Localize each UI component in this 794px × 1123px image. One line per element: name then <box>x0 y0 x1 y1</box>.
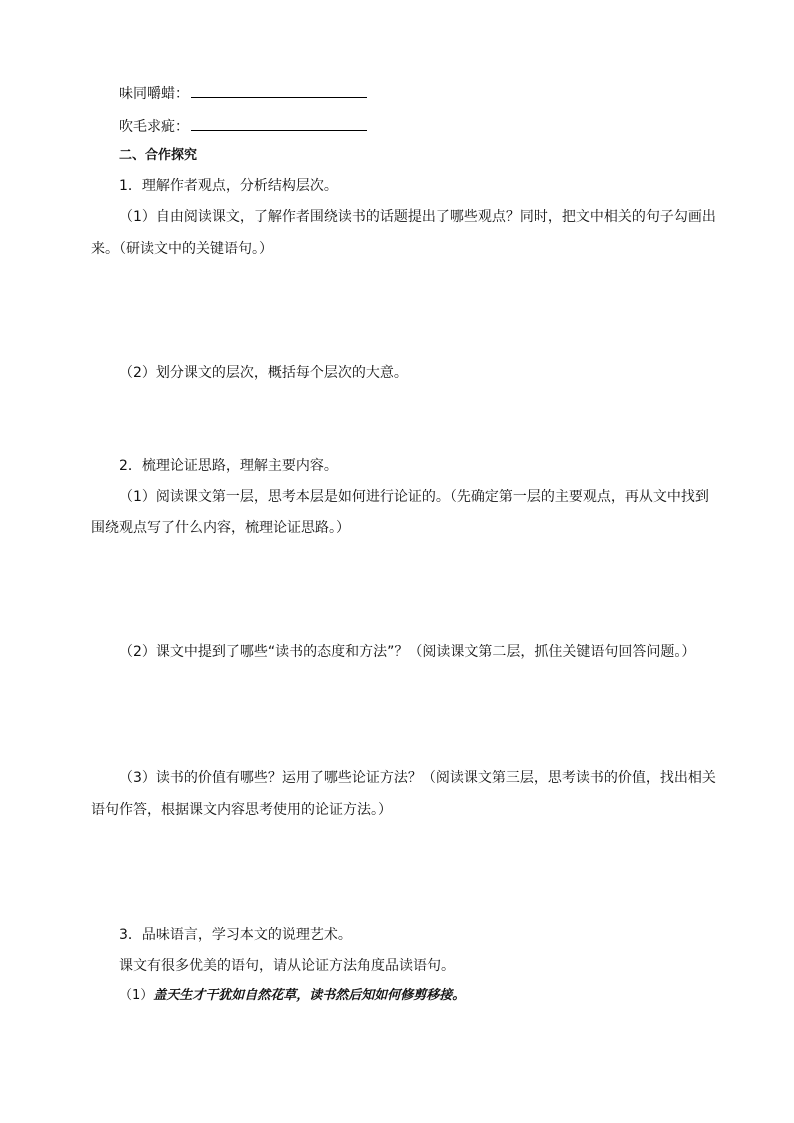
quoted-sentence: 盖天生才干犹如自然花草，读书然后知如何修剪移接。 <box>153 988 466 1003</box>
answer-blank[interactable] <box>191 83 367 98</box>
question-2-3-line1: （3）读书的价值有哪些？运用了哪些论证方法？（阅读课文第三层，思考读书的价值，找出相关 <box>119 770 716 786</box>
vocab-item-1 <box>119 83 367 104</box>
question-3-1 <box>119 986 465 1006</box>
question-number: （1） <box>119 988 154 1003</box>
vocab-term: 吹毛求疵： <box>119 119 189 135</box>
answer-blank[interactable] <box>191 116 367 131</box>
question-2-1-line2: 围绕观点写了什么内容，梳理论证思路。） <box>91 520 350 536</box>
question-1-1-line1: （1）自由阅读课文，了解作者围绕读书的话题提出了哪些观点？同时，把文中相关的句子勾画出 <box>119 209 716 225</box>
section-title: 二、合作探究 <box>119 148 198 163</box>
question-2-3-line2: 语句作答，根据课文内容思考使用的论证方法。） <box>91 802 392 818</box>
question-2-1-line1: （1）阅读课文第一层，思考本层是如何进行论证的。（先确定第一层的主要观点，再从文中找到 <box>119 489 709 505</box>
question-2-2: （2）课文中提到了哪些“读书的态度和方法”？（阅读课文第二层，抓住关键语句回答问题。） <box>119 644 696 660</box>
vocab-term: 味同嚼蜡： <box>119 86 189 102</box>
question-2-title: 2．梳理论证思路，理解主要内容。 <box>119 458 338 474</box>
question-1-2: （2）划分课文的层次，概括每个层次的大意。 <box>119 365 408 381</box>
vocab-item-2 <box>119 116 367 137</box>
question-1-title: 1．理解作者观点，分析结构层次。 <box>119 178 338 194</box>
question-3-title: 3．品味语言，学习本文的说理艺术。 <box>119 927 352 943</box>
question-1-1-line2: 来。（研读文中的关键语句。） <box>91 241 273 257</box>
question-3-intro: 课文有很多优美的语句，请从论证方法角度品读语句。 <box>119 958 455 974</box>
